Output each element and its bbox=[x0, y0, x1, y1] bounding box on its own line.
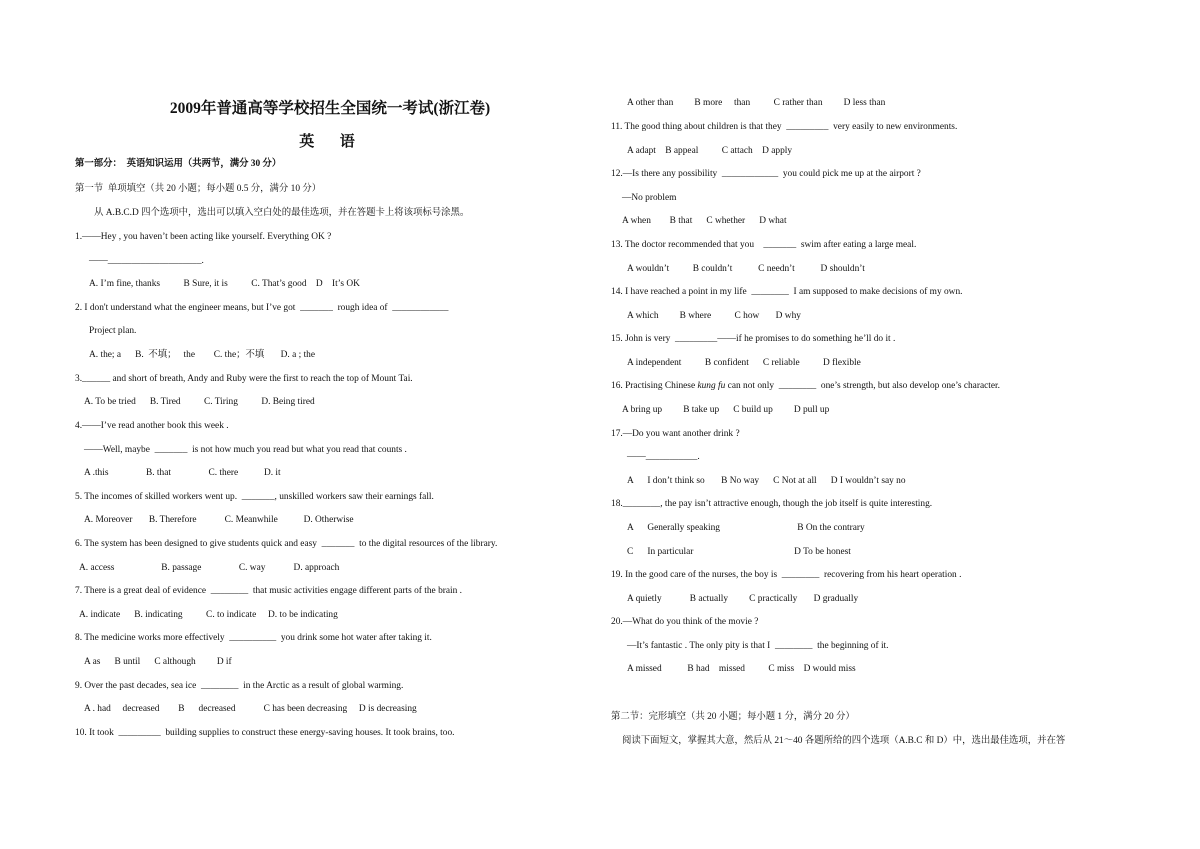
question-2-stem-cont: Project plan. bbox=[89, 326, 137, 336]
question-9-stem: 9. Over the past decades, sea ice ________ in the Arctic as a result of global warming. bbox=[75, 681, 404, 691]
question-10-options: A other than B more than C rather than D less than bbox=[627, 98, 886, 108]
question-1-options: A. I’m fine, thanks B Sure, it is C. That’s good D It’s OK bbox=[89, 279, 360, 289]
question-13-stem: 13. The doctor recommended that you _______ swim after eating a large meal. bbox=[611, 240, 917, 250]
question-12-stem: 12.—Is there any possibility ____________ you could pick me up at the airport ? bbox=[611, 169, 921, 179]
question-1-response: ——____________________. bbox=[89, 256, 204, 266]
question-7-options: A. indicate B. indicating C. to indicate D. to be indicating bbox=[79, 610, 338, 620]
question-2-options: A. the; a B. 不填； the C. the；不填 D. a ; the bbox=[89, 350, 316, 360]
kung-fu-italic: kung fu bbox=[697, 381, 726, 391]
question-18-stem: 18.________, the pay isn’t attractive enough, though the job itself is quite interesting. bbox=[611, 499, 933, 509]
question-11-stem: 11. The good thing about children is that they _________ very easily to new environments. bbox=[611, 122, 958, 132]
question-6-stem: 6. The system has been designed to give students quick and easy _______ to the digital resources of the library. bbox=[75, 539, 498, 549]
question-4-response: ——Well, maybe _______ is not how much you read but what you read that counts . bbox=[84, 445, 407, 455]
question-18-options-b: C In particular D To be honest bbox=[627, 547, 851, 557]
exam-subject: 英 语 bbox=[299, 134, 361, 150]
question-17-stem: 17.—Do you want another drink ? bbox=[611, 429, 740, 439]
question-16-options: A bring up B take up C build up D pull up bbox=[622, 405, 830, 415]
part1-heading: 第一部分： 英语知识运用（共两节，满分 30 分） bbox=[75, 159, 282, 169]
question-6-options: A. access B. passage C. way D. approach bbox=[79, 563, 340, 573]
section2-instruction: 阅读下面短文，掌握其大意，然后从 21～40 各题所给的四个选项（A.B.C 和 D）中，选出最佳选项，并在答 bbox=[622, 736, 1066, 746]
question-14-stem: 14. I have reached a point in my life ________ I am supposed to make decisions of my own. bbox=[611, 287, 963, 297]
question-4-stem: 4.——I’ve read another book this week . bbox=[75, 421, 229, 431]
question-10-stem: 10. It took _________ building supplies to construct these energy-saving houses. It took brains, too. bbox=[75, 728, 455, 738]
section1-instruction: 从 A.B.C.D 四个选项中，选出可以填入空白处的最佳选项，并在答题卡上将该项标号涂黑。 bbox=[94, 208, 470, 218]
question-18-options-a: A Generally speaking B On the contrary bbox=[627, 523, 865, 533]
question-8-stem: 8. The medicine works more effectively __________ you drink some hot water after taking it. bbox=[75, 633, 432, 643]
question-8-options: A as B until C although D if bbox=[84, 657, 232, 667]
question-17-response: ——___________. bbox=[627, 452, 700, 462]
question-12-options: A when B that C whether D what bbox=[622, 216, 787, 226]
section1-heading: 第一节 单项填空（共 20 小题；每小题 0.5 分，满分 10 分） bbox=[75, 184, 322, 194]
question-11-options: A adapt B appeal C attach D apply bbox=[627, 146, 793, 156]
question-20-response: —It’s fantastic . The only pity is that I ________ the beginning of it. bbox=[627, 641, 889, 651]
question-16-stem: 16. Practising Chinese kung fu can not only ________ one’s strength, but also develop one’s character. bbox=[611, 381, 1001, 391]
question-15-options: A independent B confident C reliable D flexible bbox=[627, 358, 861, 368]
question-20-options: A missed B had missed C miss D would miss bbox=[627, 664, 856, 674]
question-5-options: A. Moreover B. Therefore C. Meanwhile D. Otherwise bbox=[84, 515, 354, 525]
question-4-options: A .this B. that C. there D. it bbox=[84, 468, 281, 478]
question-19-stem: 19. In the good care of the nurses, the boy is ________ recovering from his heart operation . bbox=[611, 570, 962, 580]
question-5-stem: 5. The incomes of skilled workers went up. _______, unskilled workers saw their earnings fall. bbox=[75, 492, 434, 502]
question-7-stem: 7. There is a great deal of evidence ________ that music activities engage different parts of the brain . bbox=[75, 586, 463, 596]
question-20-stem: 20.—What do you think of the movie ? bbox=[611, 617, 759, 627]
question-12-response: —No problem bbox=[622, 193, 677, 203]
question-13-options: A wouldn’t B couldn’t C needn’t D shouldn’t bbox=[627, 264, 865, 274]
question-19-options: A quietly B actually C practically D gradually bbox=[627, 594, 859, 604]
question-1-stem: 1.——Hey , you haven’t been acting like yourself. Everything OK ? bbox=[75, 232, 332, 242]
exam-title: 2009年普通高等学校招生全国统一考试(浙江卷) bbox=[169, 100, 491, 117]
question-3-stem: 3.______ and short of breath, Andy and Ruby were the first to reach the top of Mount Tai. bbox=[75, 374, 413, 384]
question-9-options: A . had decreased B decreased C has been decreasing D is decreasing bbox=[84, 704, 417, 714]
question-14-options: A which B where C how D why bbox=[627, 311, 801, 321]
question-15-stem: 15. John is very _________——if he promises to do something he’ll do it . bbox=[611, 334, 896, 344]
section2-heading: 第二节：完形填空（共 20 小题；每小题 1 分，满分 20 分） bbox=[611, 712, 855, 722]
question-2-stem: 2. I don't understand what the engineer means, but I’ve got _______ rough idea of ____________ bbox=[75, 303, 449, 313]
question-3-options: A. To be tried B. Tired C. Tiring D. Being tired bbox=[84, 397, 315, 407]
question-17-options: A I don’t think so B No way C Not at all D I wouldn’t say no bbox=[627, 476, 906, 486]
